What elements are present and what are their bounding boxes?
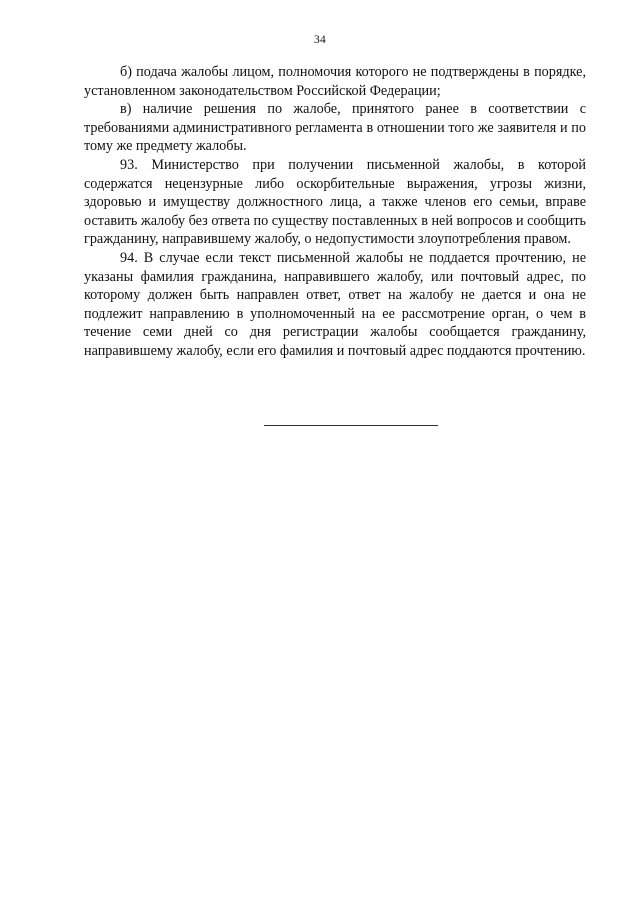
- document-body: [84, 63, 586, 361]
- paragraph-v-prior-decision: в) наличие решения по жалобе, принятого ранее в соответствии с требованиями административного регламента в отношении того же заявителя и по тому же предмету жалобы.: [84, 101, 586, 155]
- paragraph-93-offensive-complaint: 93. Министерство при получении письменной жалобы, в которой содержатся нецензурные либо оскорбительные выражения, угрозы жизни, здоровью и имуществу должностного лица, а также членов его семьи, вправе оставить жалобу без ответа по существу поставленных в ней вопросов и сообщить гражданину, направившему жалобу, о недопустимости злоупотребления правом.: [84, 156, 586, 248]
- paragraph-94-unreadable-complaint: 94. В случае если текст письменной жалобы не поддается прочтению, не указаны фамилия гражданина, направившего жалобу, или почтовый адрес, по которому должен быть направлен ответ, ответ на жалобу не дается и она не подлежит направлению в уполномоченный на ее рассмотрение орган, о чем в течение семи дней со дня регистрации жалобы сообщается гражданину, направившему жалобу, если его фамилия и почтовый адрес поддаются прочтению.: [84, 249, 586, 359]
- paragraph-b-unconfirmed-authority: б) подача жалобы лицом, полномочия которого не подтверждены в порядке, установленном законодательством Российской Федерации;: [84, 64, 586, 99]
- page-number: 34: [313, 34, 327, 46]
- end-separator-line: [264, 425, 438, 426]
